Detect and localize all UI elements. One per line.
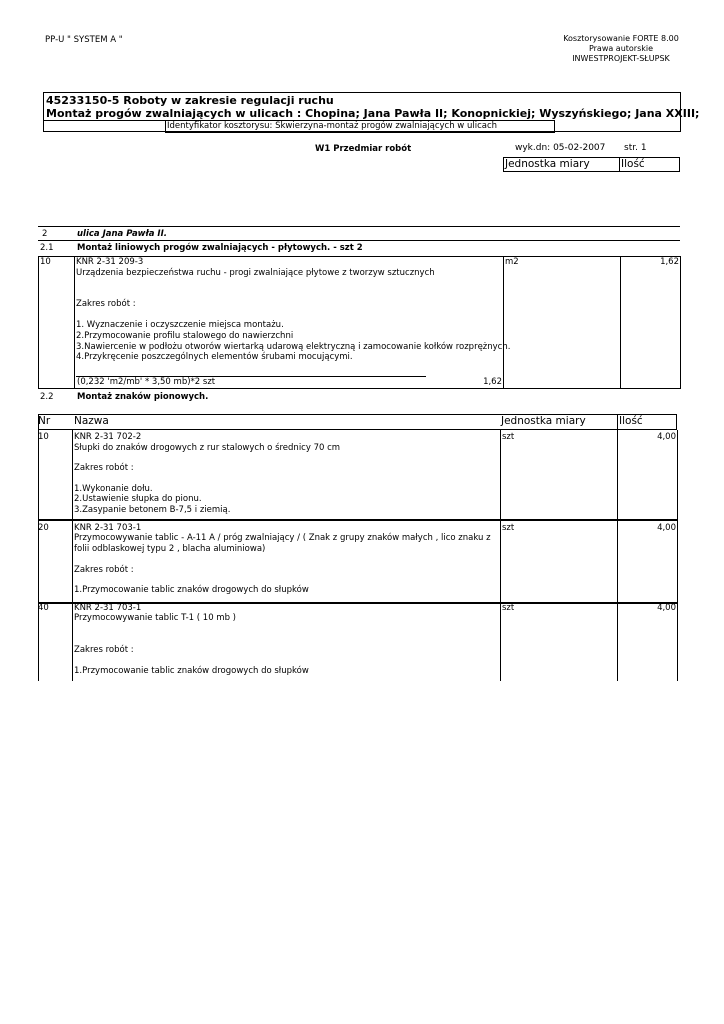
row-separator-1 — [38, 519, 678, 521]
column-header-divider — [619, 157, 620, 172]
row3-scope-label: Zakres robót : — [74, 645, 134, 655]
row3-desc: Przymocowywanie tablic T-1 ( 10 mb ) — [74, 613, 236, 623]
table2-right-border — [677, 430, 678, 681]
row1-qty: 4,00 — [657, 432, 676, 442]
subsection-heading-1: Montaż liniowych progów zwalniających - płytowych. - szt 2 — [77, 243, 363, 253]
item-a-unit: m2 — [505, 257, 519, 267]
row2-step-1: 1.Przymocowanie tablic znaków drogowych do słupków — [74, 585, 309, 595]
section-rule-2 — [38, 240, 680, 241]
item-a-nr: 10 — [40, 257, 51, 267]
table2-col1 — [72, 430, 73, 681]
item-a-step-4: 4.Przykręcenie poszczególnych elementów śrubami mocującymi. — [76, 352, 353, 362]
doc-date: wyk.dn: 05-02-2007 — [515, 143, 606, 153]
row3-step-1: 1.Przymocowanie tablic znaków drogowych do słupków — [74, 666, 309, 676]
col-qty-label: Ilość — [621, 158, 645, 170]
item-a-col1 — [74, 256, 75, 389]
row3-unit: szt — [502, 603, 515, 613]
subsection-num-1: 2.1 — [40, 243, 54, 253]
title-line1: 45233150-5 Roboty w zakresie regulacji ruchu — [46, 94, 334, 107]
header-left: PP-U " SYSTEM A " — [45, 35, 123, 45]
row2-qty: 4,00 — [657, 523, 676, 533]
col-unit-label: Jednostka miary — [505, 158, 590, 170]
item-a-desc: Urządzenia bezpieczeństwa ruchu - progi zwalniające płytowe z tworzyw sztucznych — [76, 268, 435, 278]
item-a-formula: (0,232 'm2/mb' * 3,50 mb)*2 szt — [77, 377, 216, 387]
section-top-rule — [38, 226, 680, 227]
row1-desc: Słupki do znaków drogowych z rur stalowych o średnicy 70 cm — [74, 443, 341, 453]
section-title: W1 Przedmiar robót — [315, 144, 412, 154]
table2-col-nr: Nr — [38, 415, 51, 427]
item-a-code: KNR 2-31 209-3 — [76, 257, 144, 267]
section-heading: ulica Jana Pawła II. — [77, 229, 167, 239]
section-num: 2 — [42, 229, 48, 239]
item-a-scope-label: Zakres robót : — [76, 299, 136, 309]
row3-qty: 4,00 — [657, 603, 676, 613]
item-a-qty: 1,62 — [660, 257, 679, 267]
row1-step-3: 3.Zasypanie betonem B-7,5 i ziemią. — [74, 505, 231, 515]
header-right — [540, 34, 702, 64]
row1-unit: szt — [502, 432, 515, 442]
title-line2: Montaż progów zwalniających w ulicach : Chopina; Jana Pawła II; Konopnickiej; Wyszyńskiego; Jana XXIII; — [46, 107, 700, 120]
doc-page: str. 1 — [624, 143, 647, 153]
row1-step-2: 2.Ustawienie słupka do pionu. — [74, 494, 202, 504]
subsection-heading-2: Montaż znaków pionowych. — [77, 392, 209, 402]
item-a-step-1: 1. Wyznaczenie i oczyszczenie miejsca montażu. — [76, 320, 284, 330]
row1-step-1: 1.Wykonanie dołu. — [74, 484, 153, 494]
row2-desc-1: Przymocowywanie tablic - A-11 A / próg zwalniający / ( Znak z grupy znaków małych , lico znaku z — [74, 533, 491, 543]
header-right-line3: INWESTPROJEKT-SŁUPSK — [572, 54, 670, 63]
item-a-step-3: 3.Nawiercenie w podłożu otworów wiertarką udarową elektryczną i zamocowanie kołków rozprężnych. — [76, 342, 511, 352]
row3-code: KNR 2-31 703-1 — [74, 603, 142, 613]
table2-col-unit: Jednostka miary — [501, 415, 586, 427]
table2-col-qty: Ilość — [619, 415, 643, 427]
row2-scope-label: Zakres robót : — [74, 565, 134, 575]
item-a-formula-result: 1,62 — [483, 377, 502, 387]
row1-scope-label: Zakres robót : — [74, 463, 134, 473]
item-a-col2 — [503, 256, 504, 389]
table2-col-name: Nazwa — [74, 415, 109, 427]
row1-code: KNR 2-31 702-2 — [74, 432, 142, 442]
row2-code: KNR 2-31 703-1 — [74, 523, 142, 533]
header-right-line2: Prawa autorskie — [588, 44, 654, 53]
row3-nr: 40 — [38, 603, 49, 613]
subsection-num-2: 2.2 — [40, 392, 54, 402]
table2-header-divider — [617, 414, 618, 430]
item-a-col3 — [620, 256, 621, 389]
row2-nr: 20 — [38, 523, 49, 533]
table2-col3 — [617, 430, 618, 681]
row2-unit: szt — [502, 523, 515, 533]
header-right-line1: Kosztorysowanie FORTE 8.00 — [563, 34, 679, 43]
identifier-text: Identyfikator kosztorysu: Skwierzyna-montaż progów zwalniających w ulicach — [167, 121, 498, 131]
table2-left-border — [38, 430, 39, 681]
item-a-step-2: 2.Przymocowanie profilu stalowego do nawierzchni — [76, 331, 294, 341]
row1-nr: 10 — [38, 432, 49, 442]
row2-desc-2: folii odblaskowej typu 2 , blacha aluminiowa) — [74, 544, 266, 554]
table2-col2 — [500, 430, 501, 681]
